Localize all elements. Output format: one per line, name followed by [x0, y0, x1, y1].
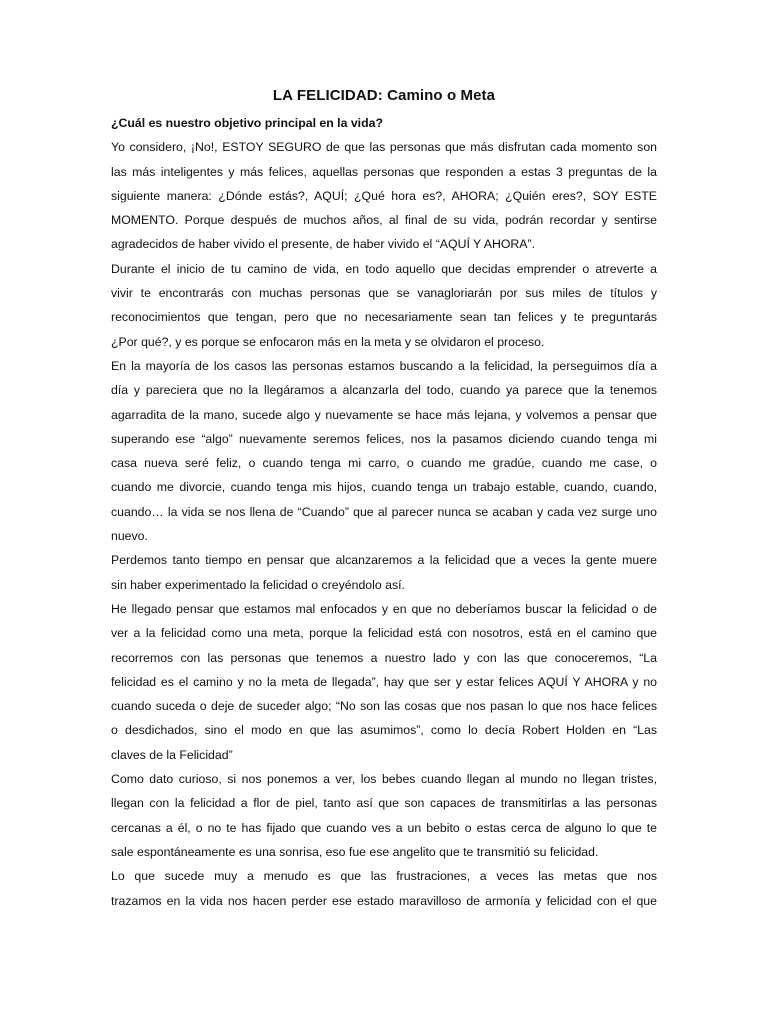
paragraph-line: Perdemos tanto tiempo en pensar que alcanzaremos a la felicidad que a veces la gente muere [111, 553, 657, 568]
paragraph-line: sale espontáneamente es una sonrisa, eso fue ese angelito que te transmitió su felicidad. [111, 844, 599, 859]
paragraph-line: agradecidos de haber vivido el presente, de haber vivido el “AQUÍ Y AHORA”. [111, 237, 536, 252]
paragraph-line: agarradita de la mano, sucede algo y nuevamente se hace más lejana, y volvemos a pensar que [111, 407, 657, 422]
body-paragraph [111, 767, 657, 864]
paragraph-line: o desdichados, sino el modo en que las asumimos”, como lo decía Robert Holden en “Las [111, 723, 657, 738]
document-body [111, 135, 657, 913]
body-paragraph [111, 548, 657, 597]
paragraph-line: superando ese “algo” nuevamente seremos felices, nos la pasamos diciendo cuando tenga mi [111, 431, 657, 446]
document-question: ¿Cuál es nuestro objetivo principal en la vida? [111, 116, 383, 130]
paragraph-line: felicidad es el camino y no la meta de llegada”, hay que ser y estar felices AQUÍ Y AHORA y no [111, 674, 657, 689]
paragraph-line: cercanas a él, o no te has fijado que cuando ves a un bebito o estas cerca de alguno lo que te [111, 820, 657, 835]
paragraph-line: vivir te encontrarás con muchas personas que se vanagloriarán por sus miles de títulos y [111, 286, 657, 301]
paragraph-line: Durante el inicio de tu camino de vida, en todo aquello que decidas emprender o atreverte a [111, 261, 657, 276]
paragraph-line: trazamos en la vida nos hacen perder ese estado maravilloso de armonía y felicidad con el que [111, 893, 657, 908]
paragraph-line: cuando… la vida se nos llena de “Cuando” que al parecer nunca se acaban y cada vez surge uno [111, 504, 657, 519]
paragraph-line: recorremos con las personas que tenemos a nuestro lado y con las que conoceremos, “La [111, 650, 657, 665]
paragraph-line: Como dato curioso, si nos ponemos a ver, los bebes cuando llegan al mundo no llegan tristes, [111, 772, 657, 787]
body-paragraph [111, 597, 657, 767]
paragraph-line: sin haber experimentado la felicidad o creyéndolo así. [111, 577, 405, 592]
document-page [111, 84, 657, 913]
body-paragraph [111, 354, 657, 548]
paragraph-line: ver a la felicidad como una meta, porque la felicidad está con nosotros, está en el camino que [111, 626, 657, 641]
paragraph-line: siguiente manera: ¿Dónde estás?, AQUÍ; ¿Qué hora es?, AHORA; ¿Quién eres?, SOY ESTE [111, 188, 657, 203]
paragraph-line: las más inteligentes y más felices, aquellas personas que responden a estas 3 preguntas de la [111, 164, 657, 179]
paragraph-line: nuevo. [111, 529, 148, 544]
paragraph-line: reconocimientos que tengan, pero que no necesariamente sean tan felices y te preguntarás [111, 310, 657, 325]
body-paragraph [111, 257, 657, 354]
body-paragraph [111, 135, 657, 256]
paragraph-line: claves de la Felicidad” [111, 747, 233, 762]
paragraph-line: ¿Por qué?, y es porque se enfocaron más en la meta y se olvidaron el proceso. [111, 334, 545, 349]
paragraph-line: cuando me divorcie, cuando tenga mis hijos, cuando tenga un trabajo estable, cuando, cuando, [111, 480, 657, 495]
paragraph-line: En la mayoría de los casos las personas estamos buscando a la felicidad, la perseguimos día a [111, 358, 657, 373]
document-title: LA FELICIDAD: Camino o Meta [272, 87, 496, 104]
paragraph-line: casa nueva seré feliz, o cuando tenga mi carro, o cuando me gradúe, cuando me case, o [111, 456, 657, 471]
paragraph-line: MOMENTO. Porque después de muchos años, al final de su vida, podrán recordar y sentirse [111, 213, 657, 228]
body-paragraph [111, 864, 657, 913]
paragraph-line: Lo que sucede muy a menudo es que las frustraciones, a veces las metas que nos [111, 869, 657, 884]
paragraph-line: cuando suceda o deje de suceder algo; “No son las cosas que nos pasan lo que nos hace felices [111, 699, 657, 714]
paragraph-line: Yo considero, ¡No!, ESTOY SEGURO de que las personas que más disfrutan cada momento son [111, 140, 657, 155]
paragraph-line: día y pareciera que no la llegáramos a alcanzarla del todo, cuando ya parece que la tenemos [111, 383, 657, 398]
paragraph-line: llegan con la felicidad a flor de piel, tanto así que son capaces de transmitirlas a las personas [111, 796, 657, 811]
paragraph-line: He llegado pensar que estamos mal enfocados y en que no deberíamos buscar la felicidad o de [111, 601, 657, 616]
